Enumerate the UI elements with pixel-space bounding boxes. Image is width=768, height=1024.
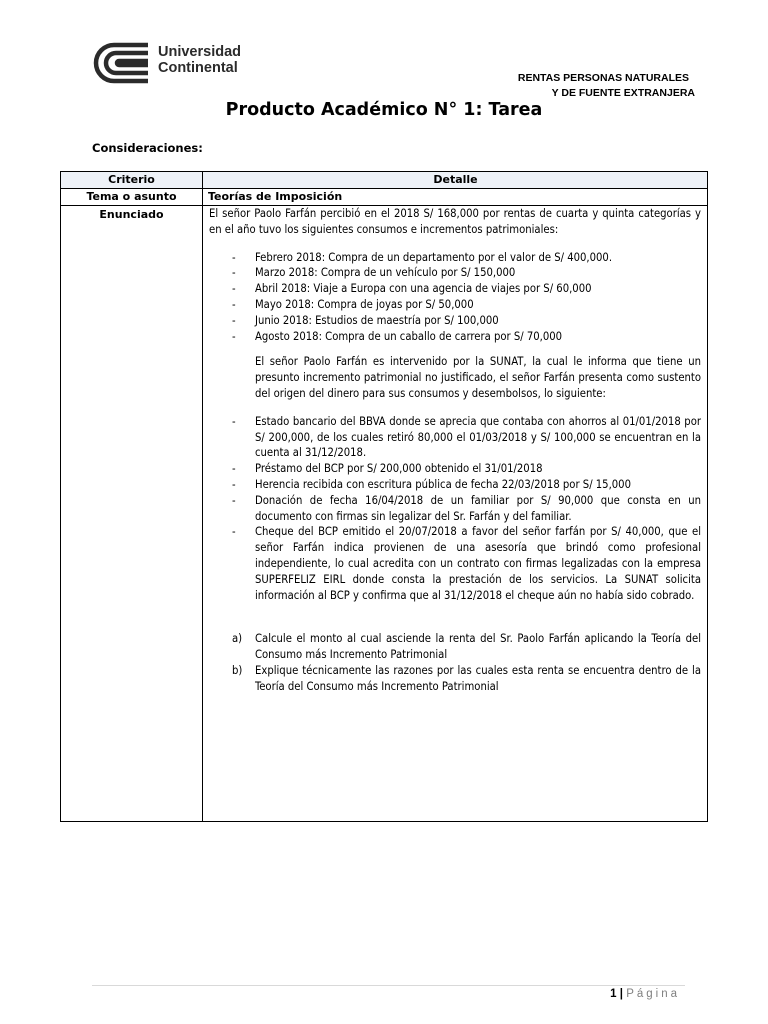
university-name <box>158 44 241 76</box>
list-item: - Junio 2018: Estudios de maestría por S/ 100,000 <box>209 313 701 329</box>
university-name-line2: Continental <box>158 60 238 76</box>
list-item: - Febrero 2018: Compra de un departamento por el valor de S/ 400,000. <box>209 250 701 266</box>
enunciado-content <box>209 206 701 695</box>
considerations-label: Consideraciones: <box>92 141 203 155</box>
list-item: - Abril 2018: Viaje a Europa con una agencia de viajes por S/ 60,000 <box>209 281 701 297</box>
tema-value: Teorías de Imposición <box>208 190 343 203</box>
tema-label: Tema o asunto <box>86 190 177 203</box>
list-item: - Cheque del BCP emitido el 20/07/2018 a favor del señor farfán por S/ 40,000, que el señor Farfán indica provienen de una asesoría que brindó como profesional independiente, lo cual acredita con un contrato con firmas legalizadas con la empresa SUPERFELIZ EIRL donde consta la prestación de los servicios. La SUNAT solicita información al BCP y confirma que al 31/12/2018 el cheque aún no había sido cobrado. <box>209 524 701 603</box>
question-text: Explique técnicamente las razones por las cuales esta renta se encuentra dentro de la Teoría del Consumo más Incremento Patrimonial <box>255 663 701 693</box>
university-logo-icon <box>92 42 152 84</box>
intro-paragraph: El señor Paolo Farfán percibió en el 2018 S/ 168,000 por rentas de cuarta y quinta categorías y en el año tuvo los siguientes consumos e incrementos patrimoniales: <box>209 207 701 236</box>
table-row-tema <box>61 189 707 206</box>
sunat-paragraph: El señor Paolo Farfán es intervenido por la SUNAT, la cual le informa que tiene un presunto incremento patrimonial no justificado, el señor Farfán presenta como sustento del origen del dinero para sus consumos y desembolsos, lo siguiente: <box>255 355 701 400</box>
course-name <box>518 71 695 101</box>
question-item <box>209 663 701 695</box>
university-logo <box>92 40 262 86</box>
list-item: - Mayo 2018: Compra de joyas por S/ 50,000 <box>209 297 701 313</box>
course-name-line1: RENTAS PERSONAS NATURALES <box>517 72 689 84</box>
question-text: Calcule el monto al cual asciende la renta del Sr. Paolo Farfán aplicando la Teoría del Consumo más Incremento Patrimonial <box>255 632 701 662</box>
list-item: - Préstamo del BCP por S/ 200,000 obtenido el 31/01/2018 <box>209 461 701 477</box>
footer-separator: | <box>619 988 623 1000</box>
header-criterio: Criterio <box>108 173 155 186</box>
table-header-row <box>61 172 707 189</box>
list-item: - Herencia recibida con escritura pública de fecha 22/03/2018 por S/ 15,000 <box>209 477 701 493</box>
question-marker: b) <box>232 663 243 677</box>
list-item: - Donación de fecha 16/04/2018 de un familiar por S/ 90,000 que consta en un documento con firmas sin legalizar del Sr. Farfán y del familiar. <box>209 493 701 525</box>
page-footer <box>610 988 680 1000</box>
assignment-table <box>60 171 708 822</box>
list-item: - Marzo 2018: Compra de un vehículo por S/ 150,000 <box>209 265 701 281</box>
course-name-line2: Y DE FUENTE EXTRANJERA <box>551 87 695 99</box>
list-item: - Agosto 2018: Compra de un caballo de carrera por S/ 70,000 <box>209 329 701 345</box>
consumos-list <box>209 250 701 345</box>
question-marker: a) <box>232 632 243 646</box>
footer-divider <box>92 985 685 986</box>
questions-list <box>209 631 701 694</box>
question-item <box>209 631 701 663</box>
page-word: Página <box>626 988 680 1000</box>
column-divider <box>202 172 203 821</box>
page-title: Producto Académico N° 1: Tarea <box>225 100 543 120</box>
enunciado-label: Enunciado <box>99 208 164 221</box>
university-name-line1: Universidad <box>158 44 241 60</box>
page-number: 1 <box>610 988 617 1000</box>
sustentos-list <box>209 414 701 604</box>
list-item: - Estado bancario del BBVA donde se aprecia que contaba con ahorros al 01/01/2018 por S/ 200,000, de los cuales retiró 80,000 el 01/03/2018 y S/ 100,000 se encuentran en la cuenta al 31/12/2018. <box>209 414 701 461</box>
header-detalle: Detalle <box>433 173 478 186</box>
